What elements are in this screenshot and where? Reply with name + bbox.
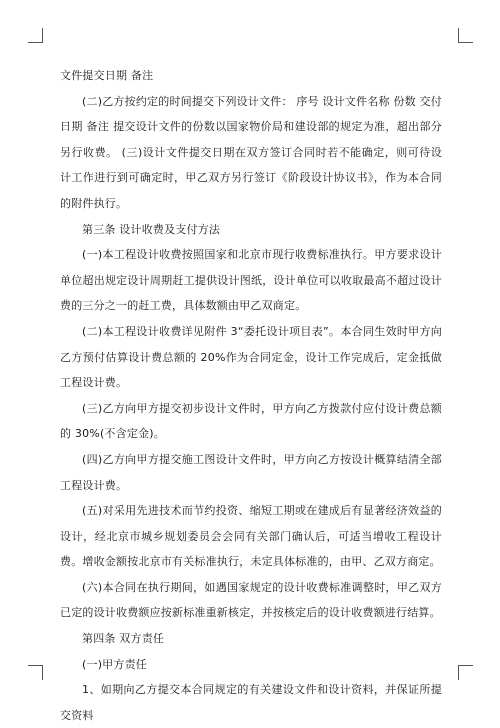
heading-article-3: 第三条 设计收费及支付方法 [82,222,221,236]
paragraph-final-payment: (四)乙方向甲方提交施工图设计文件时，甲方向乙方按设计概算结清全部工程设计费。 [60,452,442,492]
heading-party-a-responsibilities: (一)甲方责任 [82,657,147,671]
crop-mark-top-right [458,28,473,43]
paragraph-preliminary-payment: (三)乙方向甲方提交初步设计文件时，甲方向乙方拨款付应付设计费总额的 30%(不含定金)。 [60,401,442,441]
paragraph-deposit: (二)本工程设计收费详见附件 3“委托设计项目表”。本合同生效时甲方向乙方预付估算设计费总额的 20%作为合同定金，设计工作完成后，定金抵做工程设计费。 [60,324,442,390]
paragraph-party-a-item-1: 1、如期向乙方提交本合同规定的有关建设文件和设计资料，并保证所提交资料 [60,683,442,722]
document-body [60,63,442,728]
paragraph-design-documents: (二)乙方按约定的时间提交下列设计文件： 序号 设计文件名称 份数 交付日期 备注 提交设计文件的份数以国家物价局和建设部的规定为准，超出部分另行收费。 (三)设计文件提交日期在双方签订合同时若不能确定，则可待设计工作进行到可确定时，甲乙双方另行签订《阶段设计协议书》，作为本合同的附件执行。 [60,94,442,210]
paragraph-fee-adjustment: (六)本合同在执行期间，如遇国家规定的设计收费标准调整时，甲乙双方已定的设计收费额应按新标准重新核定，并按核定后的设计收费额进行结算。 [60,580,442,620]
crop-mark-bottom-left [28,665,43,680]
paragraph-fee-standard: (一)本工程设计收费按照国家和北京市现行收费标准执行。甲方要求设计单位超出规定设计周期赶工提供设计图纸，设计单位可以收取最高不超过设计费的三分之一的赶工费，具体数额由甲乙双商定。 [60,248,442,313]
crop-mark-bottom-right [458,665,473,680]
paragraph-additional-fee: (五)对采用先进技术而节约投资、缩短工期或在建成后有显著经济效益的设计，经北京市城乡规划委员会会同有关部门确认后，可适当增收工程设计费。增收金额按北京市有关标准执行，未定具体标准的，由甲、乙双方商定。 [60,504,442,569]
crop-mark-top-left [28,28,43,43]
heading-article-4: 第四条 双方责任 [82,632,165,646]
paragraph-delivery-date-note: 文件提交日期 备注 [60,69,154,82]
